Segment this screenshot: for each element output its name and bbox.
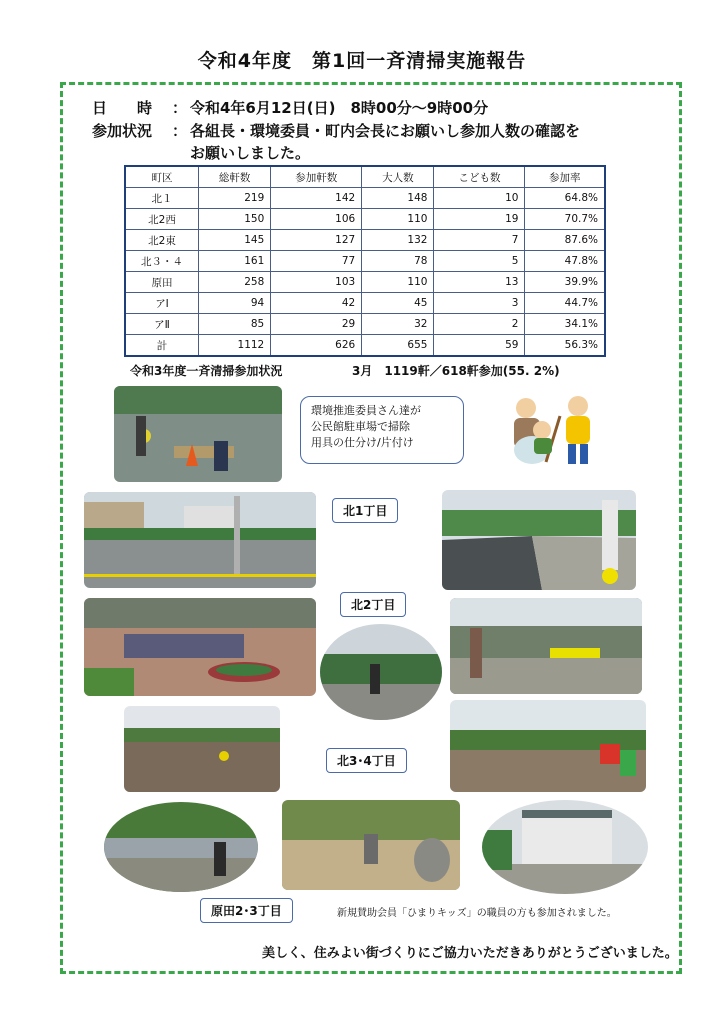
table-row (125, 251, 605, 272)
participation-label: 参加状況 (92, 122, 153, 140)
callout-box (300, 396, 464, 464)
value-cell: 219 (199, 188, 271, 209)
area-cell: 北３・４ (125, 251, 199, 272)
page-title: 令和4年度 第1回一斉清掃実施報告 (197, 50, 527, 72)
table-row (125, 293, 605, 314)
table-header-row (125, 166, 605, 188)
callout-line: 用具の仕分け/片付け (311, 436, 414, 449)
value-cell: 127 (271, 230, 362, 251)
value-cell: 34.1% (525, 314, 605, 335)
photo-harada-fence (104, 802, 258, 892)
table-row (125, 335, 605, 357)
section-label-kita2: 北2丁目 (340, 592, 406, 617)
header-cell: 町区 (125, 166, 199, 188)
value-cell: 142 (271, 188, 362, 209)
value-cell: 59 (434, 335, 525, 357)
value-cell: 87.6% (525, 230, 605, 251)
participation-row: 参加状況 ： 各組長・環境委員・町内会長にお願いし参加人数の確認を (92, 122, 581, 140)
value-cell: 258 (199, 272, 271, 293)
value-cell: 85 (199, 314, 271, 335)
photo-kita2-road (450, 598, 642, 694)
callout-line: 公民館駐車場で掃除 (311, 420, 410, 433)
new-member-note: 新規賛助会員「ひまりキッズ」の職員の方も参加されました。 (337, 908, 617, 919)
photo-kita2-park (84, 598, 316, 696)
header-cell: 参加率 (525, 166, 605, 188)
participation-table (124, 165, 606, 357)
area-cell: 計 (125, 335, 199, 357)
value-cell: 110 (362, 209, 434, 230)
value-cell: 132 (362, 230, 434, 251)
value-cell: 70.7% (525, 209, 605, 230)
value-cell: 3 (434, 293, 525, 314)
value-cell: 150 (199, 209, 271, 230)
date-value: 令和4年6月12日(日) 8時00分～9時00分 (190, 99, 489, 117)
section-label-harada: 原田2･3丁目 (200, 898, 293, 923)
previous-year-label: 令和3年度一斉清掃参加状況 (130, 364, 283, 378)
value-cell: 94 (199, 293, 271, 314)
previous-year-value: 3月 1119軒／618軒参加(55. 2%) (352, 364, 560, 378)
value-cell: 19 (434, 209, 525, 230)
header-cell: 大人数 (362, 166, 434, 188)
value-cell: 5 (434, 251, 525, 272)
callout-line: 環境推進委員さん達が (311, 404, 421, 417)
value-cell: 29 (271, 314, 362, 335)
value-cell: 7 (434, 230, 525, 251)
section-label-kita34: 北3･4丁目 (326, 748, 407, 773)
header-cell: こども数 (434, 166, 525, 188)
header-cell: 参加軒数 (271, 166, 362, 188)
photo-harada-garden (282, 800, 460, 890)
photo-harada-building (482, 800, 648, 894)
value-cell: 161 (199, 251, 271, 272)
table-row (125, 272, 605, 293)
area-cell: アⅡ (125, 314, 199, 335)
value-cell: 1112 (199, 335, 271, 357)
value-cell: 44.7% (525, 293, 605, 314)
photo-kita1-sidewalk (442, 490, 636, 590)
photo-kita34-field (124, 706, 280, 792)
value-cell: 2 (434, 314, 525, 335)
area-cell: 北2東 (125, 230, 199, 251)
area-cell: 原田 (125, 272, 199, 293)
photo-kita1-street (84, 492, 316, 588)
value-cell: 103 (271, 272, 362, 293)
table-row (125, 209, 605, 230)
value-cell: 110 (362, 272, 434, 293)
value-cell: 42 (271, 293, 362, 314)
table-row (125, 230, 605, 251)
date-label: 日 時 (92, 99, 153, 117)
table-row (125, 188, 605, 209)
value-cell: 32 (362, 314, 434, 335)
area-cell: 北１ (125, 188, 199, 209)
closing-message: 美しく、住みよい街づくりにご協力いただきありがとうございました。 (262, 946, 678, 961)
header-cell: 総軒数 (199, 166, 271, 188)
value-cell: 655 (362, 335, 434, 357)
value-cell: 106 (271, 209, 362, 230)
section-label-kita1: 北1丁目 (332, 498, 398, 523)
illustration-cleanup-people (496, 386, 614, 474)
area-cell: アⅠ (125, 293, 199, 314)
participation-value: 各組長・環境委員・町内会長にお願いし参加人数の確認を (190, 122, 581, 140)
value-cell: 56.3% (525, 335, 605, 357)
value-cell: 78 (362, 251, 434, 272)
value-cell: 10 (434, 188, 525, 209)
photo-kita2-hedge (320, 624, 442, 720)
photo-parking-lot (114, 386, 282, 482)
value-cell: 39.9% (525, 272, 605, 293)
value-cell: 64.8% (525, 188, 605, 209)
participation-value-cont: お願いしました。 (190, 144, 311, 162)
area-cell: 北2西 (125, 209, 199, 230)
value-cell: 148 (362, 188, 434, 209)
value-cell: 13 (434, 272, 525, 293)
value-cell: 77 (271, 251, 362, 272)
value-cell: 45 (362, 293, 434, 314)
photo-kita34-playground (450, 700, 646, 792)
value-cell: 47.8% (525, 251, 605, 272)
value-cell: 626 (271, 335, 362, 357)
date-row: 日 時 ： 令和4年6月12日(日) 8時00分～9時00分 (92, 99, 489, 117)
value-cell: 145 (199, 230, 271, 251)
table-row (125, 314, 605, 335)
